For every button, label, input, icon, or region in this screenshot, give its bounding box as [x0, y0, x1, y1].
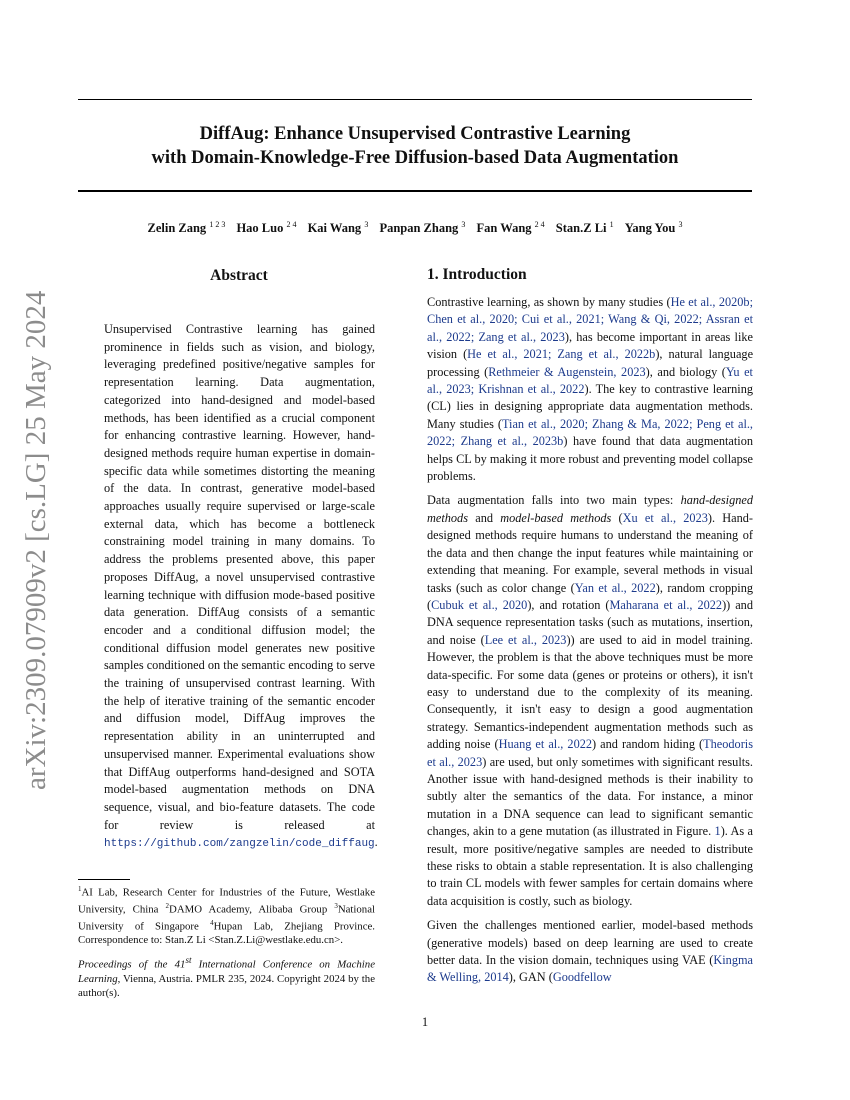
abstract-heading: Abstract: [210, 267, 268, 284]
title-bottom-rule: [78, 190, 752, 192]
paper-title: [78, 122, 752, 170]
title-line-2: with Domain-Knowledge-Free Diffusion-based Data Augmentation: [151, 148, 679, 168]
footnote-rule: [78, 879, 130, 880]
author-list: [78, 220, 752, 236]
author: Yang You $^3$: [624, 220, 683, 236]
intro-paragraph-2: Data augmentation falls into two main types: hand-designed methods and model-based methods (Xu et al., 2023). Hand-designed methods require humans to understand the meaning of the data and then change the input features while maintaining or extending that meaning. For example, several methods in visual tasks (such as color change (Yan et al., 2022), random cropping (Cubuk et al., 2020), and rotation (Maharana et al., 2022)) and DNA sequence representation tasks (such as mutations, insertion, and noise (Lee et al., 2023)) are used to aid in model training. However, the problem is that the above techniques must be more data-specific. For some data (genes or proteins or others), it isn't easy to understand due to the complexity of its meaning. Consequently, it isn't easy to design a good augmentation strategy. Semantics-independent augmentation methods such as adding noise (Huang et al., 2022) and random hiding (Theodoris et al., 2023) are used, but only sometimes with significant results. Another issue with hand-designed methods is their inability to subtly alter the semantics of the data. For instance, a minor mutation in a DNA sequence can lead to significant semantic changes, akin to a gene mutation (as illustrated in Figure. 1). As a result, more positive/negative samples are needed to distribute these risks to obtain a stable representation. It is also challenging to train CL models with fewer samples for certain domains where data acquisition is costly, such as biology.: [427, 493, 754, 908]
introduction-body: [427, 294, 753, 994]
author: Panpan Zhang $^3$: [379, 220, 466, 236]
top-rule: [78, 99, 752, 100]
page-number: 1: [421, 1015, 429, 1029]
title-line-1: DiffAug: Enhance Unsupervised Contrastive Learning: [199, 124, 631, 144]
author: Stan.Z Li $^1$: [555, 220, 614, 236]
citation-link[interactable]: Yan et al., 2022: [574, 580, 656, 595]
citation-link[interactable]: Theodoris et al., 2023: [427, 737, 753, 769]
intro-paragraph-1: Contrastive learning, as shown by many studies (He et al., 2020b; Chen et al., 2020; Cui et al., 2021; Wang & Qi, 2022; Assran et al., 2022; Zang et al., 2023), has become important in areas like vision (He et al., 2021; Zang et al., 2022b), natural language processing (Rethmeier & Augenstein, 2023), and biology (Yu et al., 2023; Krishnan et al., 2022). The key to contrastive learning (CL) lies in designing appropriate data augmentation methods. Many studies (Tian et al., 2020; Zhang & Ma, 2022; Peng et al., 2022; Zhang et al., 2023b) have found that data augmentation helps CL by making it more robust and preventing model collapse problems.: [427, 295, 754, 484]
proceedings-note: Proceedings of the 41st International Conference on Machine Learning, Vienna, Austria. PMLR 235, 2024. Copyright 2024 by the author(s).: [78, 955, 375, 999]
figure-reference-link[interactable]: 1: [714, 824, 721, 839]
intro-heading: 1. Introduction: [427, 266, 527, 283]
citation-link[interactable]: Xu et al., 2023: [622, 510, 708, 525]
code-link[interactable]: https://github.com/zangzelin/code_diffaug: [104, 838, 375, 851]
citation-link[interactable]: Kingma & Welling, 2014: [427, 953, 753, 985]
author: Fan Wang $^{2 4}$: [476, 220, 545, 236]
citation-link[interactable]: Lee et al., 2023: [484, 632, 567, 647]
citation-link[interactable]: He et al., 2021; Zang et al., 2022b: [467, 347, 656, 362]
citation-link[interactable]: Yu et al., 2023; Krishnan et al., 2022: [427, 364, 753, 397]
abstract-text: Unsupervised Contrastive learning has gained prominence in fields such as vision, and biology, leveraging predefined positive/negative samples for representation learning. Data augmentation, categorized into hand-designed and model-based methods, has been identified as a crucial component for enhancing contrastive learning. However, hand-designed methods require human expertise in domain-specific data while sometimes distorting the meaning of the data. In contrast, generative model-based approaches usually require supervised or large-scale external data, which has become a bottleneck constraining model training in many domains. To address the problems presented above, this paper proposes DiffAug, a novel unsupervised contrastive learning technique with diffusion mode-based positive data generation. DiffAug consists of a semantic encoder and a conditional diffusion model; the conditional diffusion model generates new positive samples conditioned on the semantic encoding to serve the training of unsupervised contrast learning. With the help of iterative training of the semantic encoder and diffusion model, DiffAug improves the representation ability in an uninterrupted and unsupervised manner. Experimental evaluations show that DiffAug outperforms hand-designed and SOTA model-based augmentation methods on DNA sequence, visual, and bio-feature datasets. The code for review is released at: [104, 322, 375, 832]
author: Hao Luo $^{2 4}$: [236, 220, 297, 236]
citation-link[interactable]: Goodfellow: [552, 970, 612, 985]
citation-link[interactable]: Cubuk et al., 2020: [431, 597, 528, 612]
citation-link[interactable]: He et al., 2020b; Chen et al., 2020; Cui et al., 2021; Wang & Qi, 2022; Assran et al., 2022; Zang et al., 2023: [427, 295, 753, 344]
citation-link[interactable]: Rethmeier & Augenstein, 2023: [488, 364, 646, 379]
author: Kai Wang $^3$: [307, 220, 369, 236]
citation-link[interactable]: Tian et al., 2020; Zhang & Ma, 2022; Peng et al., 2022; Zhang et al., 2023b: [427, 416, 754, 449]
abstract-body: Unsupervised Contrastive learning has gained prominence in fields such as vision, and biology, leveraging predefined positive/negative samples for representation learning. Data augmentation, categorized into hand-designed and model-based methods, has been identified as a crucial component for enhancing contrastive learning. However, hand-designed methods require human expertise in domain-specific data while sometimes distorting the meaning of the data. In contrast, generative model-based approaches usually require supervised or large-scale external data, which has become a bottleneck constraining model training in many domains. To address the problems presented above, this paper proposes DiffAug, a novel unsupervised contrastive learning technique with diffusion mode-based positive data generation. DiffAug consists of a semantic encoder and a conditional diffusion model; the conditional diffusion model generates new positive samples conditioned on the semantic encoding to serve the training of unsupervised contrast learning. With the help of iterative training of the semantic encoder and diffusion model, DiffAug improves the representation ability in an uninterrupted and unsupervised manner. Experimental evaluations show that DiffAug outperforms hand-designed and SOTA model-based augmentation methods on DNA sequence, visual, and bio-feature datasets. The code for review is released at https://github.com/zangzelin/code_diffaug.: [104, 322, 378, 851]
citation-link[interactable]: Maharana et al., 2022: [609, 597, 723, 612]
intro-paragraph-3: Given the challenges mentioned earlier, model-based methods (generative models) based on deep learning are used to create better data. In the vision domain, techniques using VAE (Kingma & Welling, 2014), GAN (Goodfellow: [427, 918, 753, 985]
author: Zelin Zang $^{1 2 3}$: [147, 220, 226, 236]
citation-link[interactable]: Huang et al., 2022: [498, 737, 593, 752]
affiliation-footnote: $^1$AI Lab, Research Center for Industries of the Future, Westlake University, China $^2$DAMO Academy, Alibaba Group $^3$National University of Singapore $^4$Hupan Lab, Zhejiang Province. Correspondence to: Stan.Z Li <Stan.Z.Li@westlake.edu.cn>.: [78, 885, 375, 946]
arxiv-stamp: arXiv:2309.07909v2 [cs.LG] 25 May 2024: [20, 290, 52, 790]
